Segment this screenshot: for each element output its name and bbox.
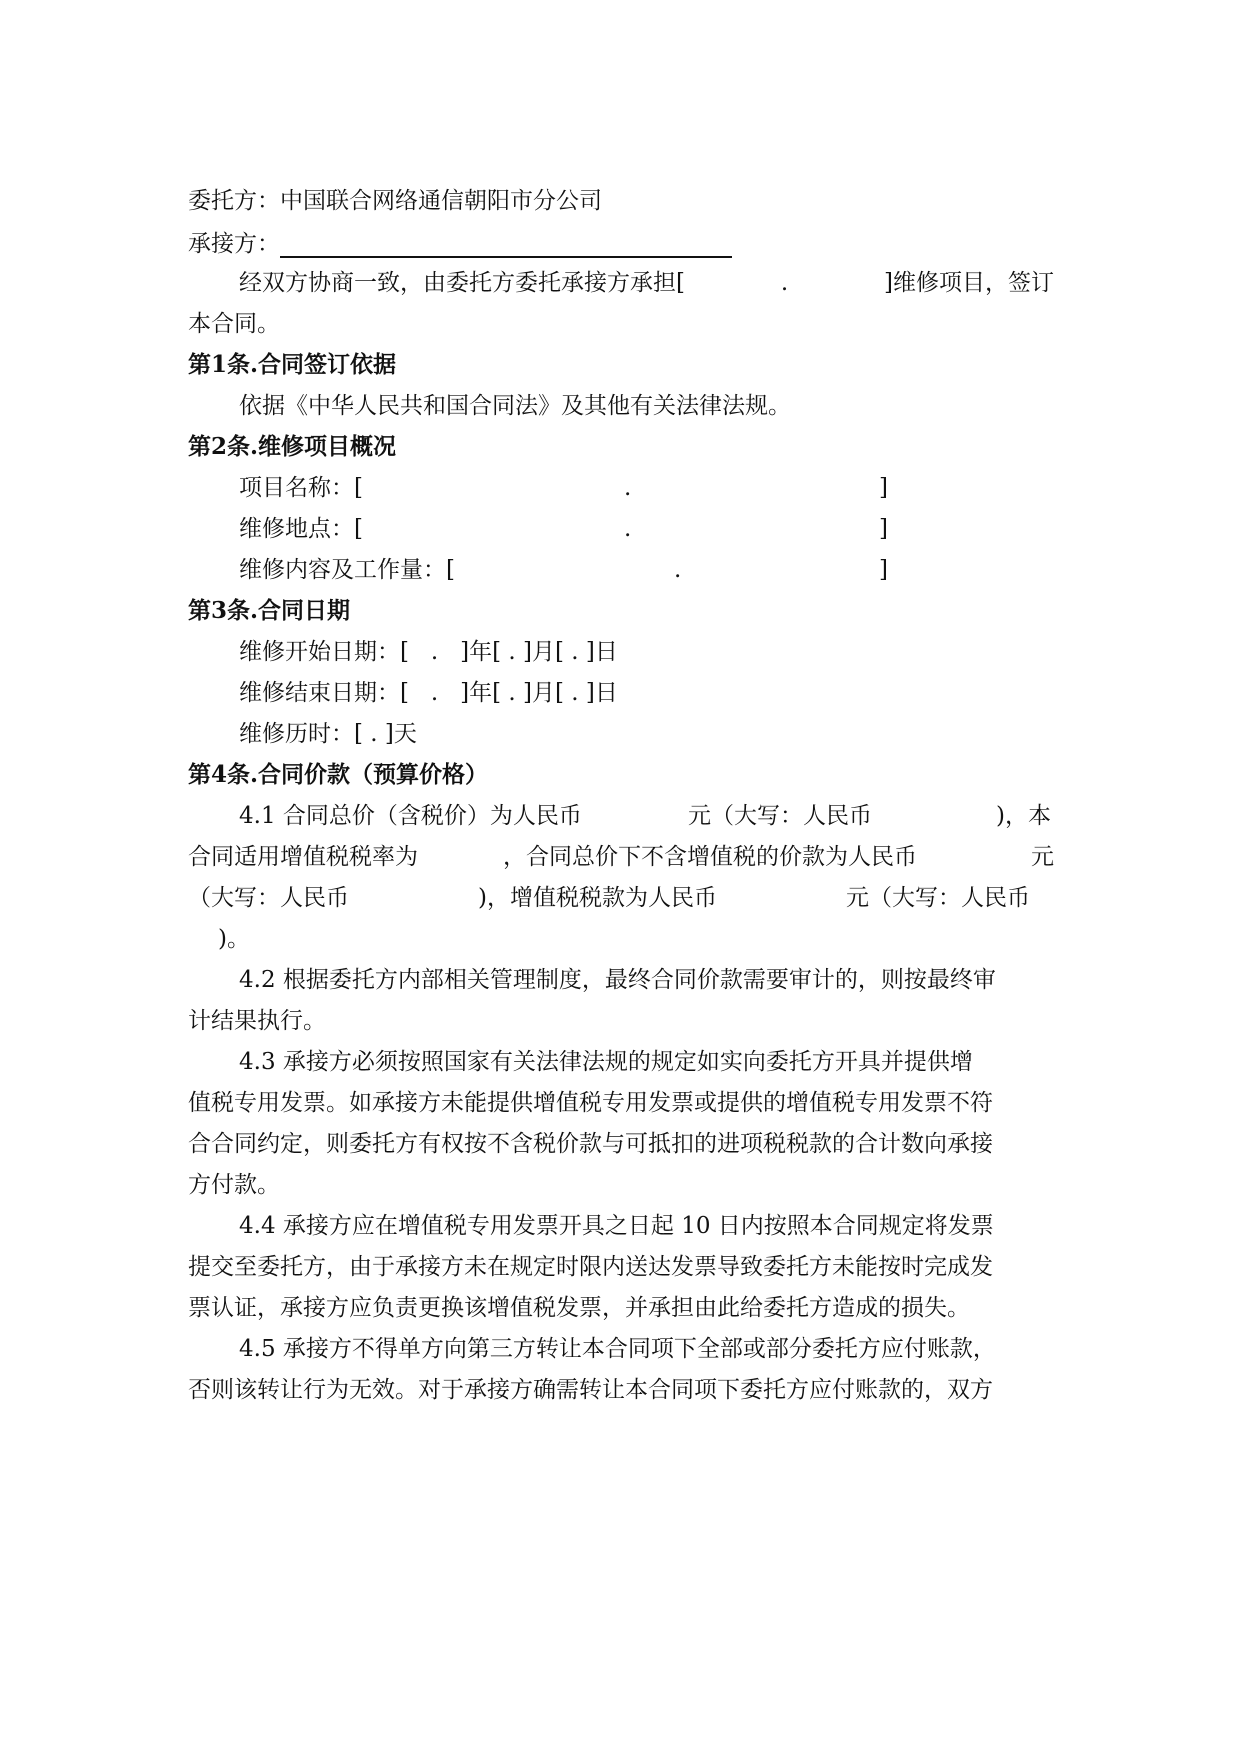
clause-4-1-seg-2: 元（大写：人民币 [688, 803, 872, 829]
start-date-line: 维修开始日期：[ . ]年[ . ]月[ . ]日 [239, 639, 618, 665]
clause-4-1-line-2 [188, 842, 1054, 872]
client-name: 中国联合网络通信朝阳市分公司 [280, 188, 602, 214]
work-content-dot: . [674, 557, 682, 583]
location-line [239, 514, 888, 544]
intro-dot: . [780, 270, 789, 296]
article-2-number: 第2条. [188, 433, 259, 460]
clause-4-1-seg-6: 元 [1031, 844, 1054, 870]
clause-4-3-line-3: 合合同约定，则委托方有权按不含税价款与可抵扣的进项税税款的合计数向承接 [188, 1131, 993, 1157]
clause-4-4-line-3: 票认证，承接方应负责更换该增值税发票，并承担由此给委托方造成的损失。 [188, 1295, 970, 1321]
article-3-title: 合同日期 [258, 597, 350, 624]
location-label: 维修地点：[ [239, 516, 363, 542]
project-name-close: ] [879, 475, 888, 501]
clause-4-1-seg-1: 4.1 合同总价（含税价）为人民币 [239, 803, 582, 829]
project-name-line [239, 473, 888, 503]
clause-4-1-line-3 [188, 883, 1054, 913]
work-content-close: ] [879, 557, 888, 583]
article-4-title: 合同价款（预算价格） [258, 761, 488, 788]
article-1-title: 合同签订依据 [258, 351, 396, 378]
duration-line: 维修历时：[ . ]天 [239, 721, 417, 747]
clause-4-3-line-1: 4.3 承接方必须按照国家有关法律法规的规定如实向委托方开具并提供增 [239, 1049, 973, 1075]
clause-4-1-seg-8: )，增值税税款为人民币 [478, 885, 717, 911]
clause-4-2-line-2: 计结果执行。 [188, 1008, 326, 1034]
clause-4-5-line-1: 4.5 承接方不得单方向第三方转让本合同项下全部或部分委托方应付账款， [239, 1336, 996, 1362]
intro-left: 经双方协商一致，由委托方委托承接方承担[ [239, 270, 685, 296]
article-4-heading [188, 760, 488, 790]
clause-4-3-line-2: 值税专用发票。如承接方未能提供增值税专用发票或提供的增值税专用发票不符 [188, 1090, 993, 1116]
clause-4-4-line-2: 提交至委托方，由于承接方未在规定时限内送达发票导致委托方未能按时完成发 [188, 1254, 993, 1280]
clause-4-1-line-1 [239, 801, 1054, 831]
client-line [188, 186, 602, 216]
clause-4-1-seg-9: 元（大写：人民币 [846, 885, 1030, 911]
clause-4-4-line-1: 4.4 承接方应在增值税专用发票开具之日起 10 日内按照本合同规定将发票 [239, 1213, 994, 1239]
clause-4-1-seg-4: 合同适用增值税税率为 [188, 844, 418, 870]
project-name-dot: . [624, 475, 632, 501]
work-content-line [239, 555, 888, 585]
article-2-title: 维修项目概况 [258, 433, 396, 460]
clause-4-1-seg-5: ，合同总价下不含增值税的价款为人民币 [503, 844, 917, 870]
article-2-heading [188, 432, 396, 462]
project-name-label: 项目名称：[ [239, 475, 363, 501]
clause-4-1-seg-3: )，本 [996, 803, 1051, 829]
contractor-blank [280, 232, 732, 258]
clause-4-5-line-2: 否则该转让行为无效。对于承接方确需转让本合同项下委托方应付账款的，双方 [188, 1377, 993, 1403]
clause-4-2-line-1: 4.2 根据委托方内部相关管理制度，最终合同价款需要审计的，则按最终审 [239, 967, 996, 993]
article-3-number: 第3条. [188, 597, 259, 624]
location-dot: . [624, 516, 632, 542]
intro-line-2: 本合同。 [188, 311, 280, 337]
work-content-label: 维修内容及工作量：[ [239, 557, 455, 583]
location-close: ] [879, 516, 888, 542]
clause-4-3-line-4: 方付款。 [188, 1172, 280, 1198]
article-1-number: 第1条. [188, 351, 259, 378]
intro-line-1 [239, 268, 1054, 298]
article-1-heading [188, 350, 396, 380]
contractor-line [188, 229, 732, 259]
article-3-heading [188, 596, 350, 626]
end-date-line: 维修结束日期：[ . ]年[ . ]月[ . ]日 [239, 680, 618, 706]
clause-4-1-line-4: )。 [218, 926, 250, 952]
article-4-number: 第4条. [188, 761, 259, 788]
client-label: 委托方： [188, 188, 280, 214]
intro-right: ]维修项目，签订 [884, 270, 1054, 296]
article-1-body: 依据《中华人民共和国合同法》及其他有关法律法规。 [239, 393, 791, 419]
clause-4-1-seg-7: （大写：人民币 [188, 885, 349, 911]
contractor-label: 承接方： [188, 231, 280, 257]
